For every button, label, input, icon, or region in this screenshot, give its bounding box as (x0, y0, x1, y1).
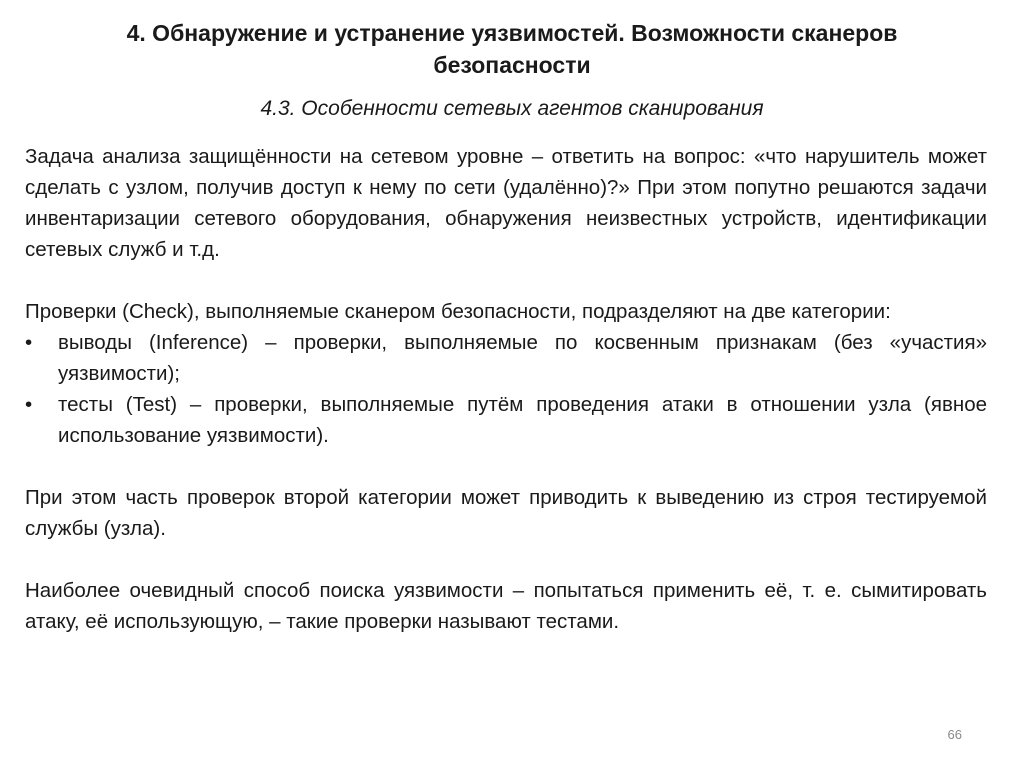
paragraph-spacer (25, 451, 987, 482)
page-number: 66 (947, 727, 962, 742)
check-categories-list (25, 327, 987, 451)
list-item-test (25, 389, 987, 451)
paragraph-service-failure: При этом часть проверок второй категории может приводить к выведению из строя тестируемой службы (узла). (25, 486, 987, 540)
bullet-icon: • (25, 331, 33, 354)
list-item-text: тесты (Test) – проверки, выполняемые путём проведения атаки в отношении узла (явное использование уязвимости). (58, 393, 987, 447)
paragraph-spacer (25, 544, 987, 575)
slide-subtitle: 4.3. Особенности сетевых агентов сканирования (260, 97, 764, 120)
paragraph-network-analysis: Задача анализа защищённости на сетевом уровне – ответить на вопрос: «что нарушитель может сделать с узлом, получив доступ к нему по сети (удалённо)?» При этом попутно решаются задачи инвентаризации сетевого оборудования, обнаружения неизвестных устройств, идентификации сетевых служб и т.д. (25, 145, 987, 261)
list-item-inference (25, 327, 987, 389)
paragraph-obvious-method: Наиболее очевидный способ поиска уязвимости – попытаться применить её, т. е. сымитировать атаку, её использующую, – такие проверки называют тестами. (25, 579, 987, 633)
slide-body (25, 141, 987, 637)
slide-title: 4. Обнаружение и устранение уязвимостей. Возможности сканеров безопасности (126, 20, 898, 78)
list-item-text: выводы (Inference) – проверки, выполняемые по косвенным признакам (без «участия» уязвимости); (58, 331, 987, 385)
paragraph-check-categories: Проверки (Check), выполняемые сканером безопасности, подразделяют на две категории: (25, 300, 891, 323)
paragraph-spacer (25, 265, 987, 296)
bullet-icon: • (25, 393, 33, 416)
